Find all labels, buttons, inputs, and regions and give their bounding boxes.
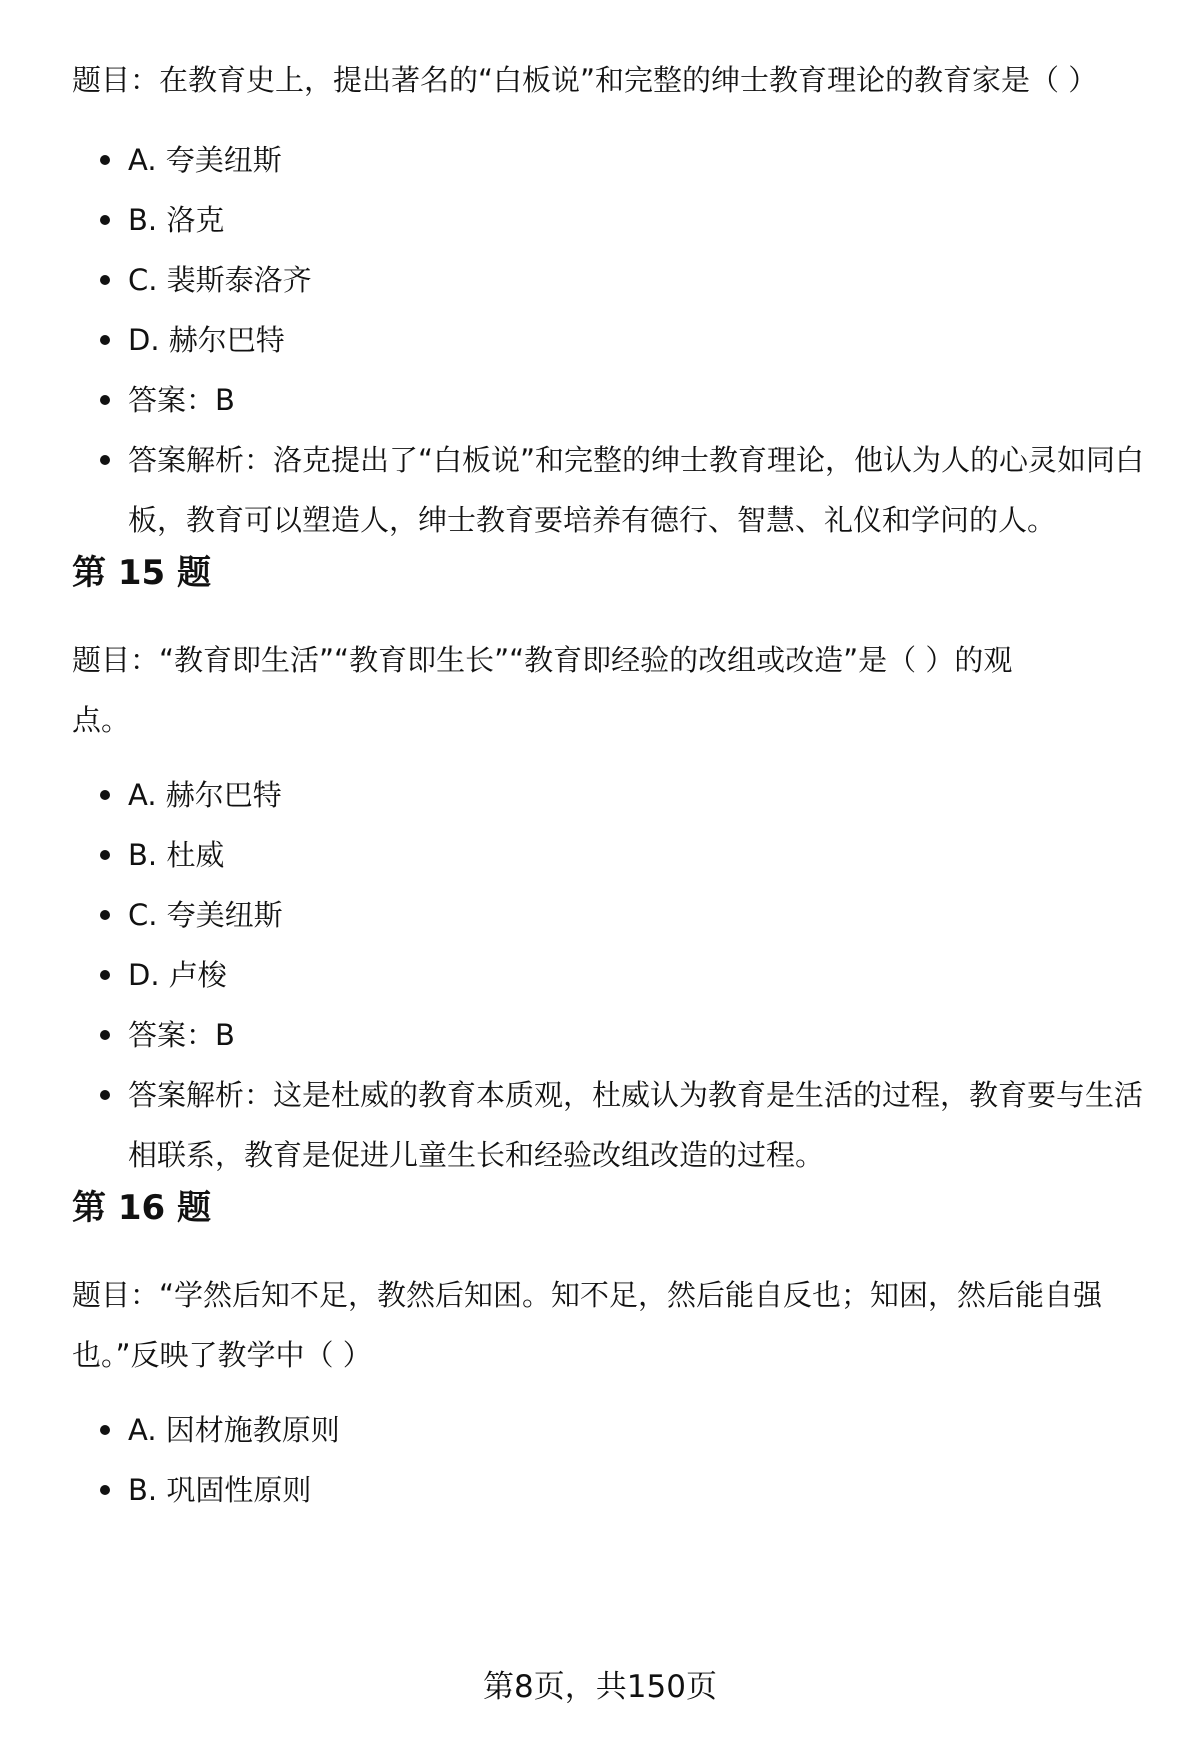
bullet-icon (100, 395, 110, 405)
bullet-icon (100, 1090, 110, 1100)
option-item: C. 夸美纽斯 (72, 885, 1152, 945)
option-list (72, 130, 1152, 550)
question-heading: 第 15 题 (72, 553, 211, 593)
bullet-icon (100, 970, 110, 980)
option-item: B. 洛克 (72, 190, 1152, 250)
question-text: 题目：“教育即生活”“教育即生长”“教育即经验的改组或改造”是（ ）的观点。 (72, 643, 1013, 737)
question-text: 题目：“学然后知不足，教然后知困。知不足，然后能自反也；知困，然后能自强也。”反映了教学中（ ） (72, 1278, 1103, 1372)
option-list (72, 765, 1152, 1185)
question-text: 题目：在教育史上，提出著名的“白板说”和完整的绅士教育理论的教育家是（ ） (72, 63, 1098, 97)
analysis-item: 答案解析：洛克提出了“白板说”和完整的绅士教育理论，他认为人的心灵如同白板，教育可以塑造人，绅士教育要培养有德行、智慧、礼仪和学问的人。 (72, 430, 1152, 550)
page-footer: 第8页，共150页 (483, 1669, 717, 1705)
option-item: D. 赫尔巴特 (72, 310, 1152, 370)
answer-item: 答案：B (72, 370, 1152, 430)
bullet-icon (100, 215, 110, 225)
answer-item: 答案：B (72, 1005, 1152, 1065)
option-item: B. 巩固性原则 (72, 1460, 1152, 1520)
bullet-icon (100, 790, 110, 800)
bullet-icon (100, 910, 110, 920)
option-list (72, 1400, 1152, 1520)
bullet-icon (100, 1425, 110, 1435)
option-item: A. 夸美纽斯 (72, 130, 1152, 190)
bullet-icon (100, 850, 110, 860)
bullet-icon (100, 155, 110, 165)
option-item: A. 因材施教原则 (72, 1400, 1152, 1460)
option-item: A. 赫尔巴特 (72, 765, 1152, 825)
bullet-icon (100, 275, 110, 285)
option-item: C. 裴斯泰洛齐 (72, 250, 1152, 310)
bullet-icon (100, 335, 110, 345)
bullet-icon (100, 455, 110, 465)
analysis-item: 答案解析：这是杜威的教育本质观，杜威认为教育是生活的过程，教育要与生活相联系，教育是促进儿童生长和经验改组改造的过程。 (72, 1065, 1152, 1185)
bullet-icon (100, 1485, 110, 1495)
bullet-icon (100, 1030, 110, 1040)
option-item: D. 卢梭 (72, 945, 1152, 1005)
option-item: B. 杜威 (72, 825, 1152, 885)
question-heading: 第 16 题 (72, 1188, 211, 1228)
